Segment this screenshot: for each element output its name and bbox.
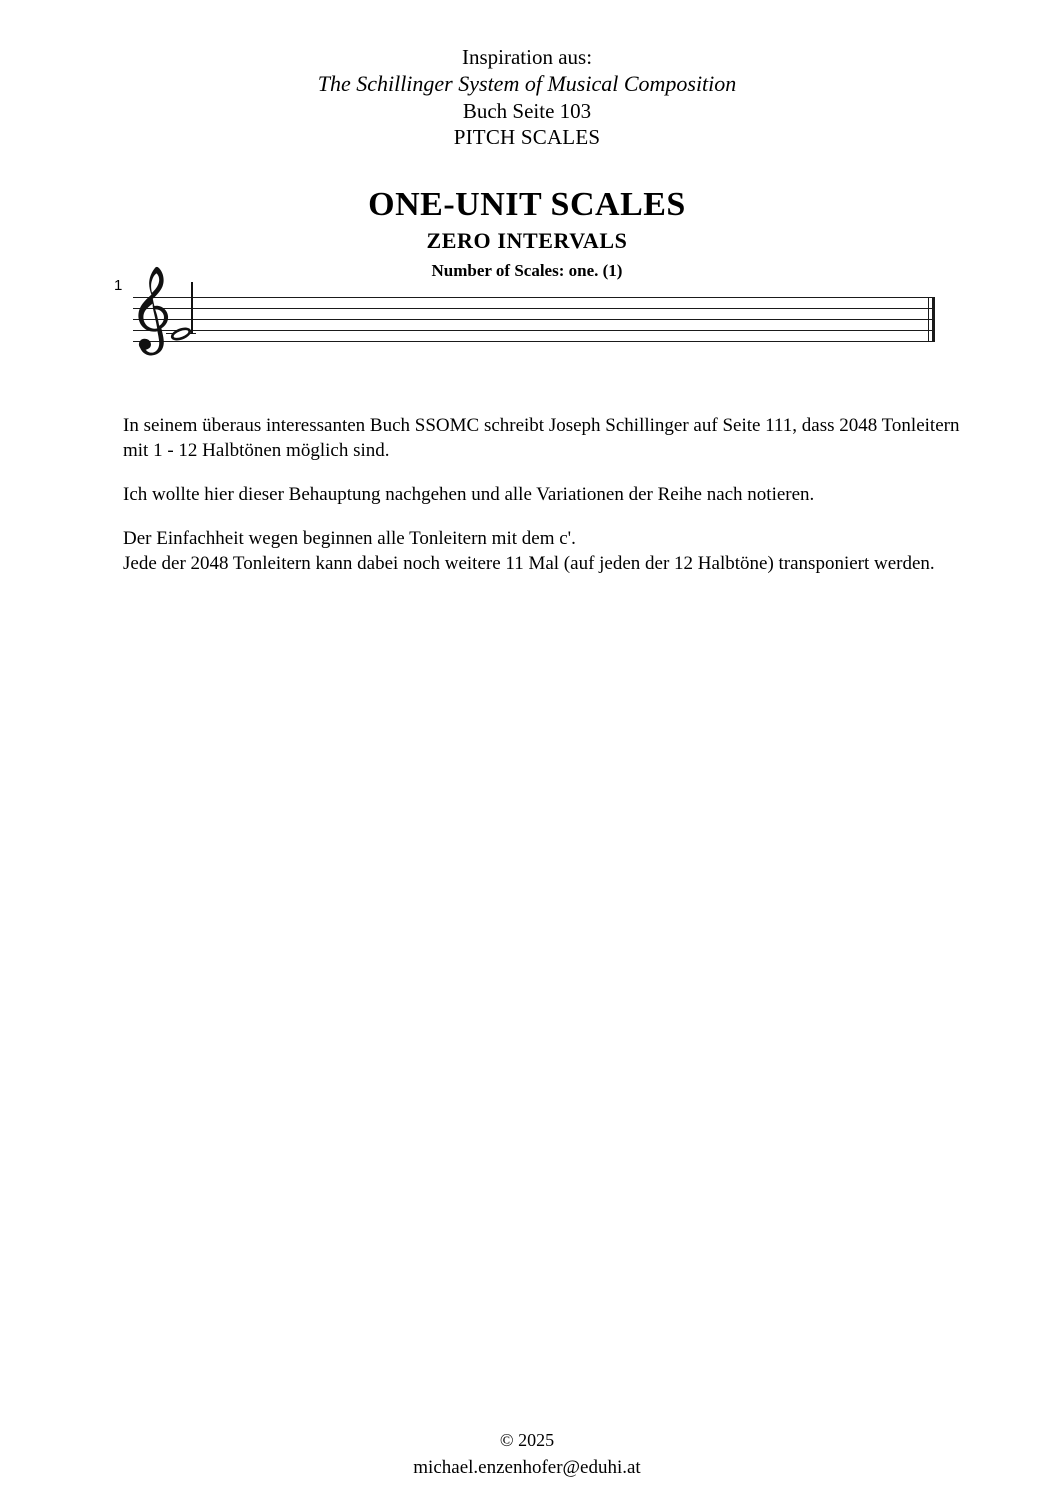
music-system bbox=[0, 278, 1054, 388]
staff-line bbox=[133, 330, 935, 331]
inspiration-label: Inspiration aus: bbox=[461, 45, 593, 69]
paragraph-3: Der Einfachheit wegen beginnen alle Tonleitern mit dem c'. Jede der 2048 Tonleitern kann dabei noch weitere 11 Mal (auf jeden der 12 Halbtöne) transponiert werden. bbox=[123, 528, 935, 574]
paragraph-2: Ich wollte hier dieser Behauptung nachgehen und alle Variationen der Reihe nach notieren. bbox=[123, 484, 815, 505]
staff-line bbox=[133, 297, 935, 298]
page-subtitle: ZERO INTERVALS bbox=[426, 228, 628, 253]
note-c4-half bbox=[166, 300, 210, 356]
staff-line bbox=[133, 319, 935, 320]
scale-count-label: Number of Scales: one. (1) bbox=[431, 261, 623, 280]
source-book-title: The Schillinger System of Musical Composition bbox=[317, 71, 737, 96]
page-title: ONE-UNIT SCALES bbox=[368, 186, 686, 223]
measure-number: 1 bbox=[114, 277, 123, 294]
body-text bbox=[123, 413, 963, 576]
staff bbox=[133, 297, 935, 341]
source-book-page: Buch Seite 103 bbox=[462, 99, 592, 123]
contact-email: michael.enzenhofer@eduhi.at bbox=[413, 1457, 641, 1478]
copyright-notice: © 2025 bbox=[499, 1430, 555, 1450]
staff-line bbox=[133, 308, 935, 309]
half-notehead-icon bbox=[169, 327, 193, 341]
final-barline-thick bbox=[932, 297, 935, 342]
source-section-label: PITCH SCALES bbox=[453, 125, 601, 149]
paragraph-1: In seinem überaus interessanten Buch SSOMC schreibt Joseph Schillinger auf Seite 111, dass 2048 Tonleitern mit 1 - 12 Halbtönen möglich sind. bbox=[123, 415, 960, 461]
staff-line bbox=[133, 341, 935, 342]
document-footer bbox=[0, 1427, 1054, 1481]
final-barline-thin bbox=[928, 297, 929, 342]
document-header bbox=[0, 44, 1054, 151]
